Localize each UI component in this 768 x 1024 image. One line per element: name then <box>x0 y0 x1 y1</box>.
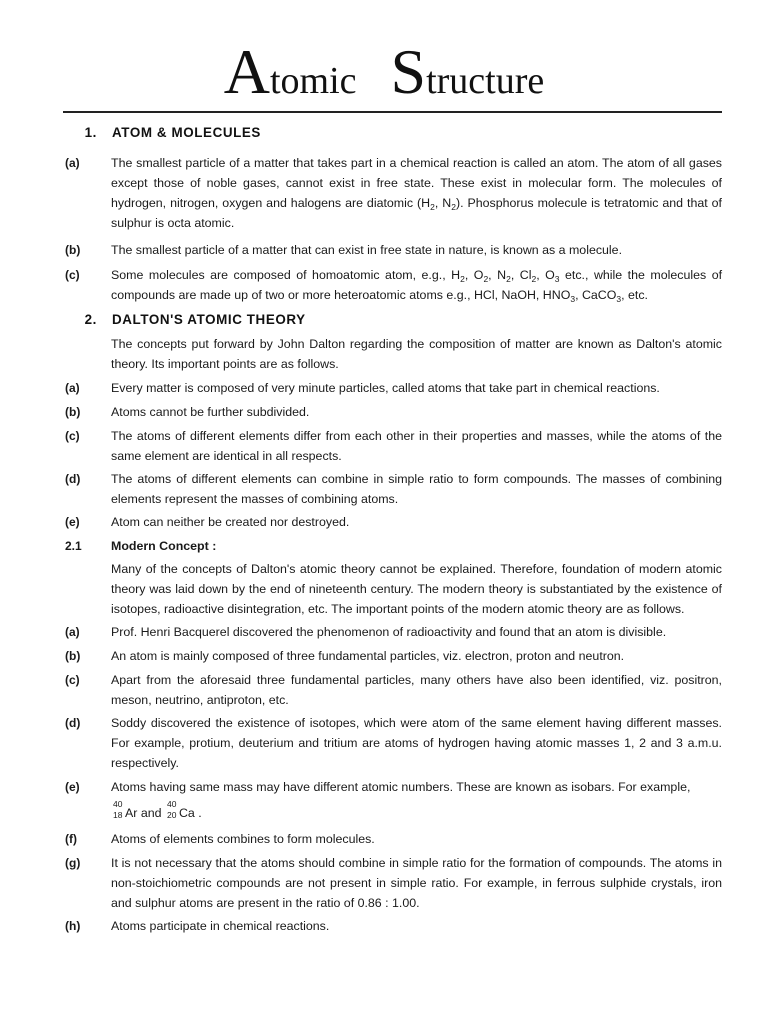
mass-number: 40 <box>166 799 177 809</box>
item-text: Atoms cannot be further subdivided. <box>111 405 310 419</box>
item-text: Atom can neither be created nor destroyed. <box>111 515 350 529</box>
item-label: (f) <box>65 832 77 846</box>
item-text: The atoms of different elements can combine in simple ratio to form compounds. The masses of combining elements represent the masses of combining atoms. <box>111 472 722 506</box>
item-text: Atoms having same mass may have different atomic numbers. These are known as isobars. For example, <box>111 780 691 794</box>
list-item <box>65 378 722 398</box>
item-label: (a) <box>65 381 80 395</box>
item-text: An atom is mainly composed of three fundamental particles, viz. electron, proton and neutron. <box>111 649 625 663</box>
list-item <box>65 777 722 797</box>
section-title: DALTON'S ATOMIC THEORY <box>112 312 306 327</box>
item-label: (c) <box>65 429 80 443</box>
isotope-notation-ar <box>111 799 125 823</box>
list-item <box>65 469 722 509</box>
page-title <box>0 36 768 107</box>
title-word-1: tomic <box>269 60 357 102</box>
list-item <box>65 426 722 466</box>
subsection-number: 2.1 <box>65 539 82 553</box>
item-text: Apart from the aforesaid three fundamental particles, many others have also been identified, viz. positron, meson, neutrino, antiproton, etc. <box>111 673 722 707</box>
item-label: (e) <box>65 780 80 794</box>
mass-number: 40 <box>113 799 123 809</box>
list-item <box>65 853 722 913</box>
paragraph <box>65 334 722 374</box>
item-text: It is not necessary that the atoms should combine in simple ratio for the formation of compounds. The atoms in non-stoichiometric compounds are not present in simple ratio. For example, in ferrous sulphide crystals, iron and sulphur atoms are present in the ratio of 0.86 : 1.00. <box>111 856 722 910</box>
item-text: Every matter is composed of very minute particles, called atoms that take part in chemical reactions. <box>111 381 660 395</box>
item-text: The smallest particle of a matter that can exist in free state in nature, is known as a molecule. <box>111 243 623 257</box>
subsection-title: Modern Concept : <box>111 539 217 553</box>
section-number: 2. <box>84 312 97 327</box>
item-text: Atoms of elements combines to form molecules. <box>111 832 375 846</box>
dalton-intro: The concepts put forward by John Dalton regarding the composition of matter are known as Dalton's atomic theory. Its important points are as follows. <box>111 337 722 371</box>
item-label: (e) <box>65 515 80 529</box>
list-item <box>65 153 722 233</box>
modern-intro: Many of the concepts of Dalton's atomic theory cannot be explained. Therefore, foundation of modern atomic theory was laid down by the end of nineteenth century. The modern theory is substantiated by the existence of isotopes, radioactive disintegration, etc. The important points of the modern atomic theory are as follows. <box>111 562 722 616</box>
subsection-heading-modern-concept <box>65 536 722 556</box>
atomic-number: 20 <box>166 810 177 820</box>
title-word-2: tructure <box>426 60 545 102</box>
item-text: Prof. Henri Bacquerel discovered the phenomenon of radioactivity and found that an atom is divisible. <box>111 625 667 639</box>
item-label: (b) <box>65 649 81 663</box>
section-number: 1. <box>84 125 97 140</box>
item-label: (d) <box>65 472 81 486</box>
list-item <box>65 265 722 305</box>
item-label: (b) <box>65 405 81 419</box>
list-item <box>65 670 722 710</box>
title-initial-a: A <box>223 36 270 107</box>
list-item <box>65 916 722 936</box>
paragraph <box>65 559 722 619</box>
list-item <box>65 622 722 642</box>
item-text: The atoms of different elements differ from each other in their properties and masses, while the atoms of the same element are identical in all respects. <box>111 429 722 463</box>
item-label: (c) <box>65 268 80 282</box>
item-label: (b) <box>65 243 81 257</box>
isotope-notation-ca <box>165 799 179 823</box>
section-title: ATOM & MOLECULES <box>112 125 261 140</box>
item-label: (g) <box>65 856 81 870</box>
list-item <box>65 646 722 666</box>
title-initial-s: S <box>390 36 427 107</box>
item-label: (h) <box>65 919 81 933</box>
list-item <box>65 512 722 532</box>
isobar-example: 40 18 Ar and 40 20 Ca . <box>65 803 722 823</box>
element-symbol: Ar <box>125 806 138 820</box>
list-item <box>65 713 722 773</box>
item-text: Soddy discovered the existence of isotopes, which were atom of the same element having different masses. For example, protium, deuterium and tritium are atoms of hydrogen having atomic masses 1, 2 and 3 a.m.u. respectively. <box>111 716 722 770</box>
title-underline <box>63 111 722 113</box>
item-text: Some molecules are composed of homoatomic atom, e.g., $H_2$, $O_2$, $N_2$, $Cl_2$, $O_3$ etc., while the molecules of compounds are made up of two or more heteroatomic atoms e.g., HCl, NaOH, $HNO_3$, CaCO$_3$, etc. <box>111 268 723 304</box>
atomic-number: 18 <box>113 810 123 820</box>
list-item <box>65 402 722 422</box>
list-item <box>65 829 722 849</box>
element-symbol: Ca <box>178 806 195 820</box>
item-label: (a) <box>65 625 80 639</box>
item-text: The smallest particle of a matter that takes part in a chemical reaction is called an atom. The atom of all gases except those of noble gases, cannot exist in free state. These exist in molecular form. The molecules of hydrogen, nitrogen, oxygen and halogens are diatomic ($H_2$, $N_2$). Phosphorus molecule is tetratomic and that of sulphur is octa atomic. <box>111 156 722 230</box>
item-label: (a) <box>65 156 80 170</box>
item-label: (c) <box>65 673 80 687</box>
list-item <box>65 240 722 260</box>
item-label: (d) <box>65 716 81 730</box>
item-text: Atoms participate in chemical reactions. <box>111 919 330 933</box>
